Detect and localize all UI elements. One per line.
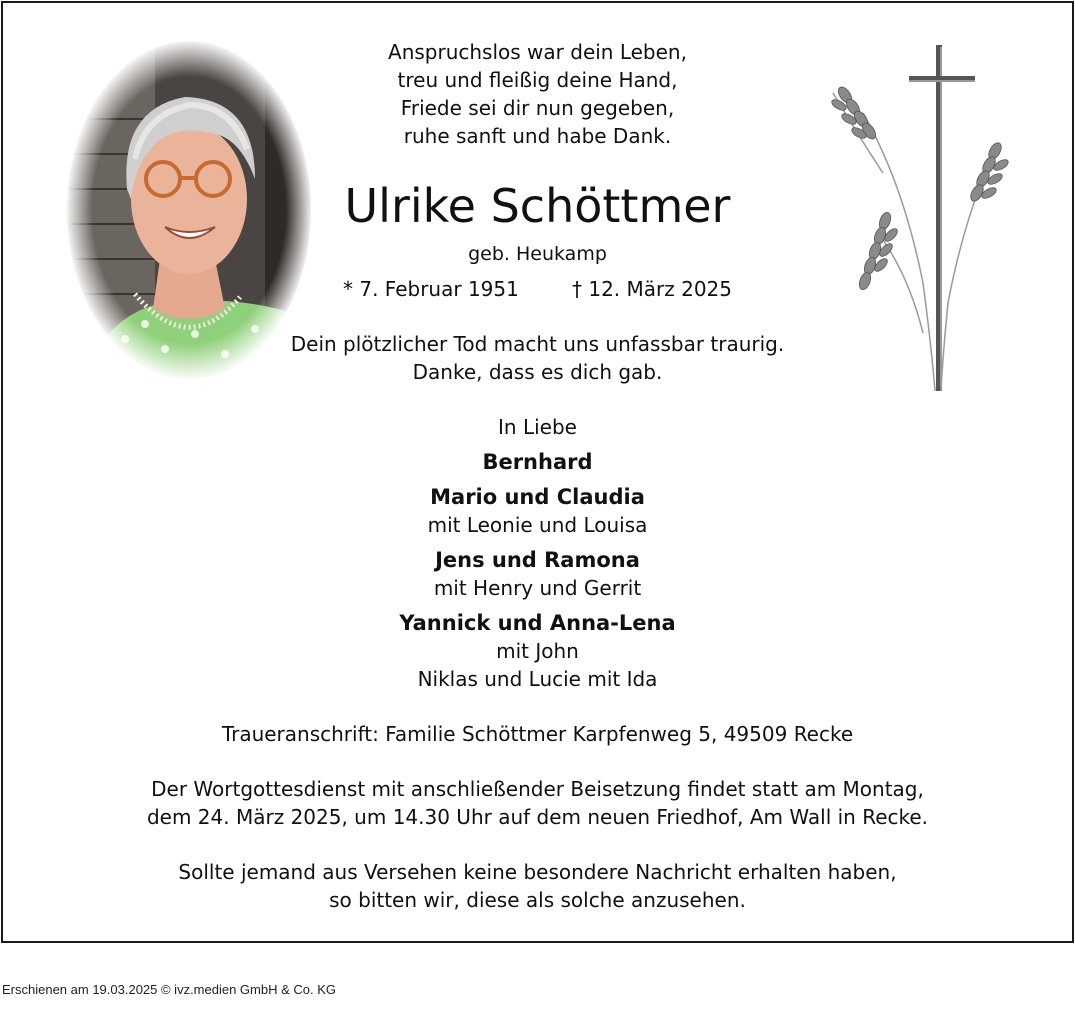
death-date: † 12. März 2025: [572, 277, 733, 301]
birth-date: * 7. Februar 1951: [343, 277, 519, 301]
family-member-2: Mario und Claudia: [430, 485, 645, 509]
family-member-1: Bernhard: [482, 450, 593, 474]
mourning-address: Traueranschrift: Familie Schöttmer Karpfenweg 5, 49509 Recke: [221, 722, 854, 746]
message-line-1: Dein plötzlicher Tod macht uns unfassbar traurig.: [290, 332, 785, 356]
cross-with-wheat-icon: [823, 43, 1013, 395]
deceased-name: Ulrike Schöttmer: [344, 179, 731, 233]
verse-line-1: Anspruchslos war dein Leben,: [388, 40, 687, 64]
closing-line-1: Sollte jemand aus Versehen keine besondere Nachricht erhalten haben,: [178, 860, 897, 884]
closing-line-2: so bitten wir, diese als solche anzusehen.: [329, 888, 746, 912]
service-line-1: Der Wortgottesdienst mit anschließender Beisetzung findet statt am Montag,: [151, 777, 924, 801]
family-member-4-with: mit John: [496, 639, 579, 663]
family-member-3: Jens und Ramona: [435, 548, 640, 572]
family-member-3-with: mit Henry und Gerrit: [433, 576, 642, 600]
family-member-4: Yannick und Anna-Lena: [399, 611, 676, 635]
publication-footer: Erschienen am 19.03.2025 © ivz.medien GmbH & Co. KG: [2, 982, 337, 997]
family-member-2-with: mit Leonie und Louisa: [427, 513, 648, 537]
verse-line-2: treu und fleißig deine Hand,: [397, 68, 678, 92]
service-line-2: dem 24. März 2025, um 14.30 Uhr auf dem neuen Friedhof, Am Wall in Recke.: [146, 805, 929, 829]
verse-line-4: ruhe sanft und habe Dank.: [403, 124, 672, 148]
maiden-name: geb. Heukamp: [468, 243, 607, 265]
message-line-2: Danke, dass es dich gab.: [412, 360, 663, 384]
in-love-label: In Liebe: [498, 415, 577, 439]
verse-line-3: Friede sei dir nun gegeben,: [400, 96, 675, 120]
obituary-card: [1, 1, 1074, 943]
family-extra: Niklas und Lucie mit Ida: [417, 667, 658, 691]
